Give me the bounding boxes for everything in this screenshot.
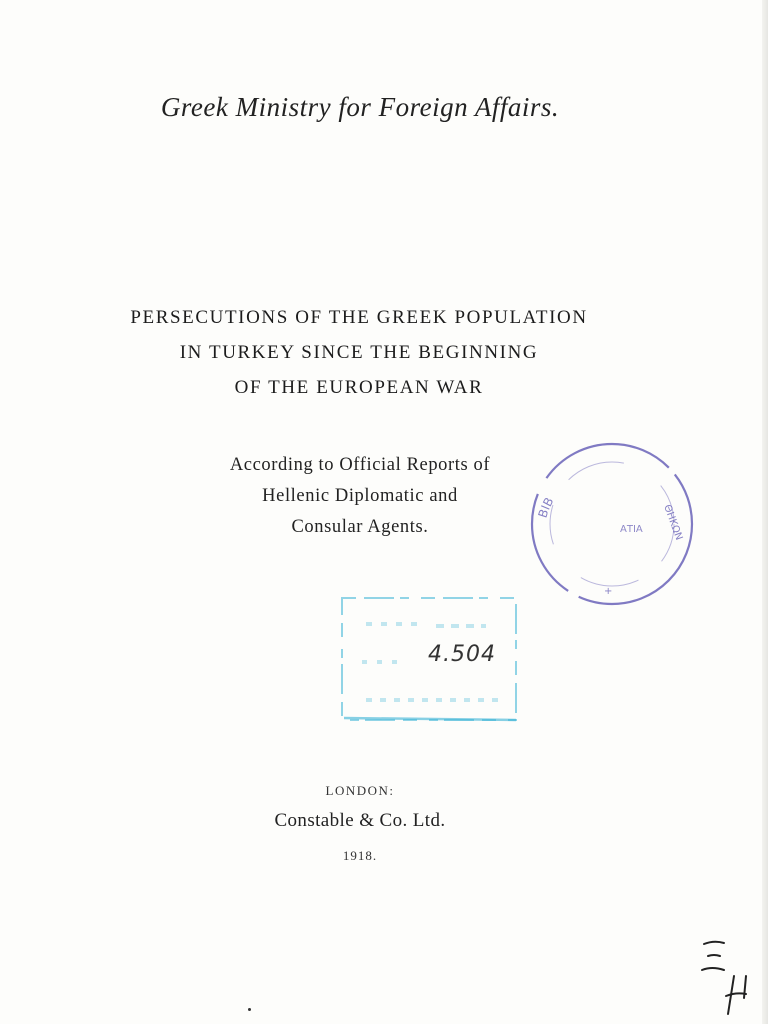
seal-text-left: ΒΙΒ (535, 495, 557, 520)
ministry-heading: Greek Ministry for Foreign Affairs. (160, 92, 560, 122)
imprint-place: LONDON: (325, 783, 395, 798)
page-edge (762, 0, 768, 1024)
ink-speck (248, 1008, 251, 1011)
subtitle-line-1: According to Official Reports of (229, 455, 491, 475)
subtitle-line-2: Hellenic Diplomatic and (262, 486, 458, 506)
seal-text-center: ΑΤΙΑ (620, 524, 643, 535)
library-accession-number: 4.504 (428, 642, 496, 667)
handwritten-shelfmark (696, 936, 756, 1016)
library-seal (524, 436, 700, 612)
seal-text-right: ΘΗΚΩΝ (661, 503, 685, 542)
subtitle-line-3: Consular Agents. (291, 517, 429, 537)
svg-text:+: + (604, 586, 613, 597)
title-line-3: OF THE EUROPEAN WAR (234, 377, 484, 398)
book-title (0, 300, 718, 405)
svg-text:ΒΙΒ (536, 495, 557, 519)
imprint-publisher: Constable & Co. Ltd. (274, 810, 446, 831)
title-line-1: PERSECUTIONS OF THE GREEK POPULATION (130, 307, 588, 328)
title-line-2: IN TURKEY SINCE THE BEGINNING (179, 342, 539, 363)
imprint-year: 1918. (342, 848, 378, 863)
